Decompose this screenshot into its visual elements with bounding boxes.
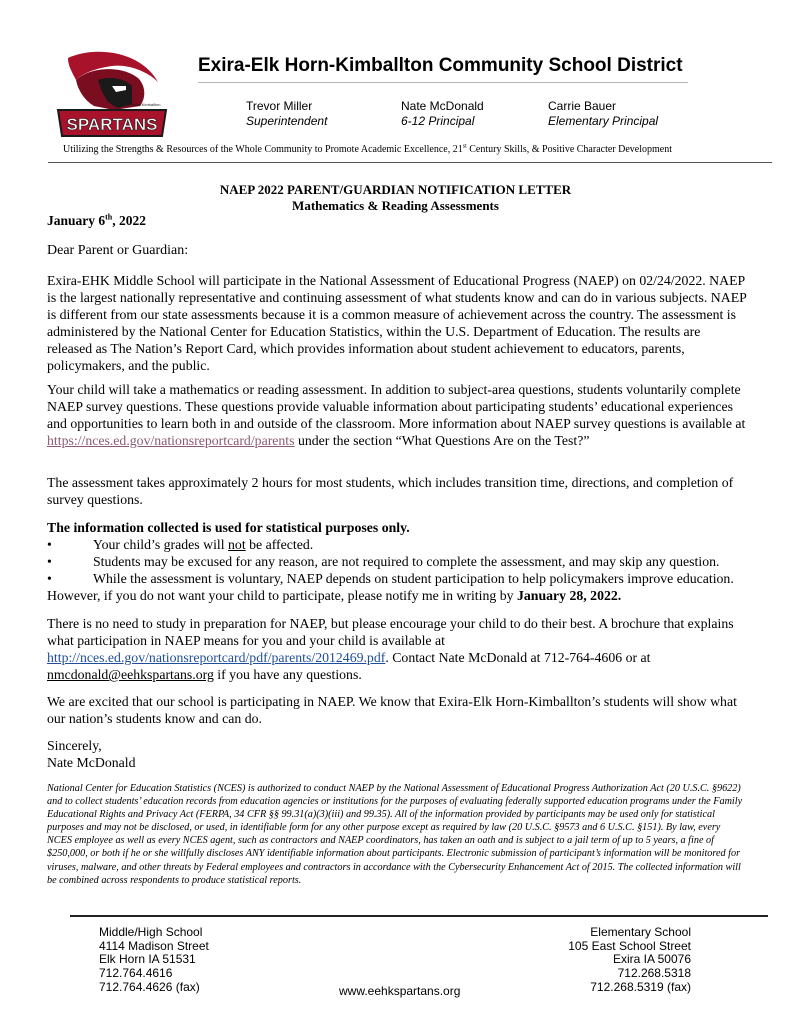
staff-principal-6-12	[401, 99, 484, 129]
footer-divider	[70, 915, 768, 917]
closing-block	[47, 737, 747, 771]
logo-text: SPARTANS	[66, 115, 158, 134]
logo-subtext: Exira – Elk Horn-Kimballton	[111, 102, 161, 107]
paragraph-statistical	[47, 519, 747, 604]
signature: Nate McDonald	[47, 755, 136, 770]
naep-parents-link[interactable]: https://nces.ed.gov/nationsreportcard/parents	[47, 433, 295, 448]
salutation: Dear Parent or Guardian:	[47, 243, 189, 258]
middle-high-address: Middle/High School 4114 Madison Street Elk Horn IA 51531 712.764.4616 712.764.4626 (fax)	[99, 925, 209, 994]
paragraph-intro: Exira-EHK Middle School will participate in the National Assessment of Educational Progress (NAEP) on 02/24/2022. NAEP is the largest nationally representative and continuing assessment of what students know and can do in various subjects. NAEP is different from our state assessments because it is a common measure of achievement across the country. The assessment is administered by the National Center for Education Statistics, within the U.S. Department of Education. The results are released as The Nation’s Report Card, which provides information about student achievement to educators, parents, policymakers, and the public.	[47, 273, 747, 373]
staff-role: Superintendent	[246, 114, 328, 128]
staff-role: 6-12 Principal	[401, 114, 475, 128]
closing: Sincerely,	[47, 738, 102, 753]
staff-role: Elementary Principal	[548, 114, 659, 128]
letter-date: January 6th, 2022	[47, 212, 147, 228]
title-divider	[198, 82, 688, 83]
email-link[interactable]: nmcdonald@eehkspartans.org	[47, 667, 214, 682]
paragraph-survey: Your child will take a mathematics or reading assessment. In addition to subject-area questions, students voluntarily complete NAEP survey questions. These questions provide valuable information about participating students’ educational experiences and opportunities to learn both in and outside of the classroom. More information about NAEP survey questions is available at https://nces.ed.gov/nationsreportcard/parents under the section “What Questions Are on the Test?”	[47, 382, 746, 448]
district-tagline: Utilizing the Strengths & Resources of the Whole Community to Promote Academic Excellence, 21st Century Skills, & Positive Character Development	[63, 143, 672, 155]
website-link[interactable]: www.eehkspartans.org	[339, 984, 461, 998]
paragraph-brochure: There is no need to study in preparation for NAEP, but please encourage your child to do their best. A brochure that explains what participation in NAEP means for you and your child is available at http://nces.ed.gov/nationsreportcard/pdf/parents/2012469.pdf. Contact Nate McDonald at 712-764-4606 or at nmcdonald@eehkspartans.org if you have any questions.	[47, 616, 734, 682]
bullet-grades: • Your child’s grades will not be affected.	[47, 537, 314, 552]
paragraph-excited: We are excited that our school is participating in NAEP. We know that Exira-Elk Horn-Kimballton’s students will show what our nation’s students know and can do.	[47, 694, 737, 726]
spartans-logo	[54, 50, 172, 140]
staff-elementary-principal	[548, 99, 658, 129]
statistical-heading: The information collected is used for statistical purposes only.	[47, 520, 410, 535]
district-title: Exira-Elk Horn-Kimballton Community School District	[198, 55, 683, 76]
bullet-excused: • Students may be excused for any reason, are not required to complete the assessment, and may skip any question.	[47, 554, 720, 569]
brochure-link[interactable]: http://nces.ed.gov/nationsreportcard/pdf/parents/2012469.pdf	[47, 650, 386, 665]
staff-name: Nate McDonald	[401, 99, 484, 113]
bullet-voluntary: • While the assessment is voluntary, NAEP depends on student participation to help policymakers improve education. However, if you do not want your child to participate, please notify me in writing by January 28, 2022.	[47, 571, 734, 603]
staff-name: Carrie Bauer	[548, 99, 617, 113]
staff-superintendent	[246, 99, 327, 129]
header-divider	[48, 162, 772, 163]
letter-subtitle: Mathematics & Reading Assessments	[292, 198, 499, 213]
paragraph-duration: The assessment takes approximately 2 hours for most students, which includes transition time, directions, and completion of survey questions.	[47, 475, 734, 507]
elementary-address: Elementary School 105 East School Street Exira IA 50076 712.268.5318 712.268.5319 (fax)	[568, 925, 691, 994]
letter-title: NAEP 2022 PARENT/GUARDIAN NOTIFICATION LETTER	[219, 182, 572, 197]
staff-name: Trevor Miller	[246, 99, 313, 113]
legal-notice: National Center for Education Statistics (NCES) is authorized to conduct NAEP by the National Assessment of Educational Progress Authorization Act (20 U.S.C. §9622) and to collect students’ education records from education agencies or institutions for the purposes of evaluating federally supported education programs under the Family Educational Rights and Privacy Act (FERPA, 34 CFR §§ 99.31(a)(3)(iii) and 99.35). All of the information provided by participants may be used only for statistical purposes and may not be disclosed, or used, in identifiable form for any other purpose except as required by law (20 U.S.C. §9573 and 6 U.S.C. §151). By law, every NCES employee as well as every NCES agent, such as contractors and NAEP coordinators, has taken an oath and is subject to a jail term of up to 5 years, a fine of $250,000, or both if he or she willfully discloses ANY identifiable information about participants. Electronic submission of participant’s information will be monitored for viruses, malware, and other threats by Federal employees and contractors in accordance with the Cybersecurity Enhancement Act of 2015. The collected information will be combined across respondents to produce statistical reports.	[47, 783, 743, 886]
